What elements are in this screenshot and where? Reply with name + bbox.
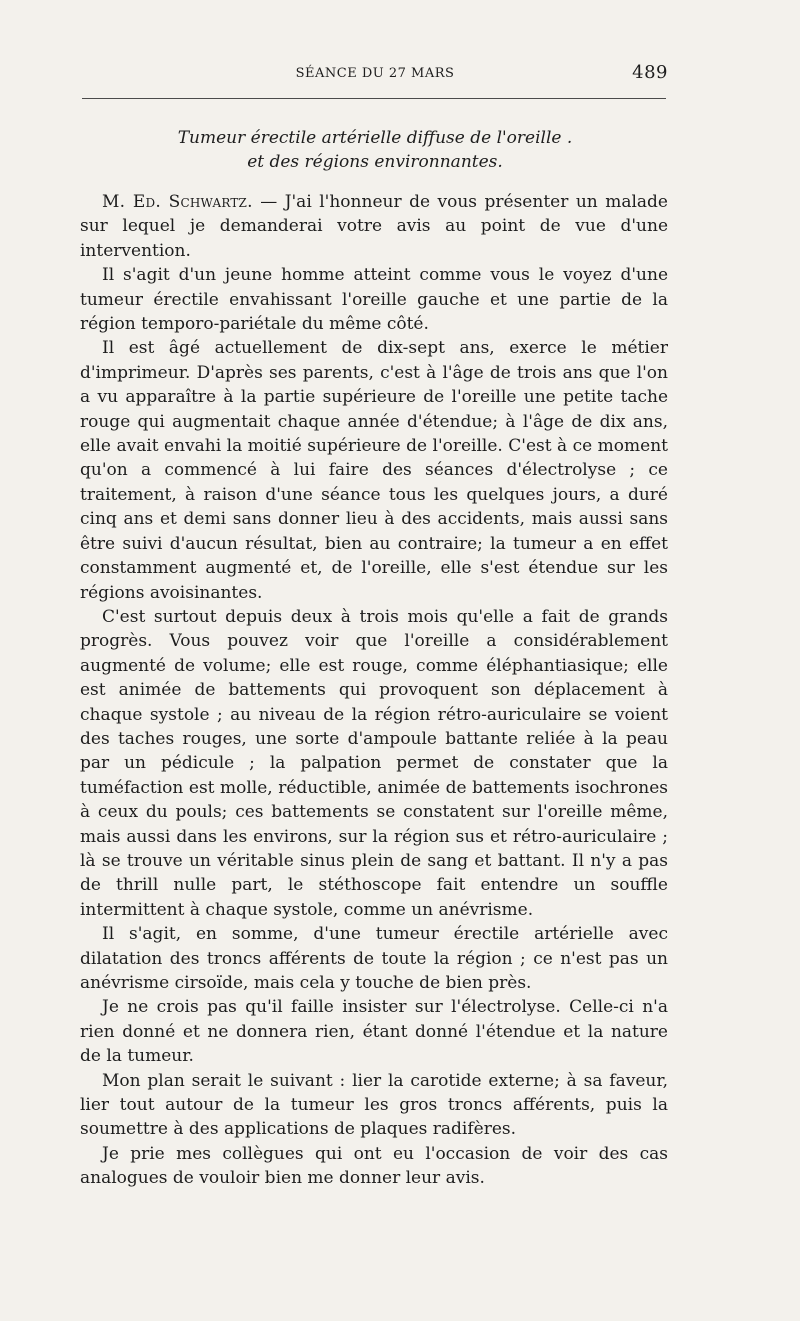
article-body xyxy=(80,190,668,1191)
paragraph-2: Il s'agit d'un jeune homme atteint comme vous le voyez d'une tumeur érectile envahissant l'oreille gauche et une partie de la région temporo-pariétale du même côté. xyxy=(80,265,668,335)
paragraph-7: Mon plan serait le suivant : lier la carotide externe; à sa faveur, lier tout autour de la tumeur les gros troncs afférents, puis la soumettre à des applications de plaques radifères. xyxy=(80,1070,668,1140)
article-title-line-2: et des régions environnantes. xyxy=(247,152,503,172)
running-head-text: SÉANCE DU 27 MARS xyxy=(295,65,455,81)
paragraph-8: Je prie mes collègues qui ont eu l'occasion de voir des cas analogues de vouloir bien me donner leur avis. xyxy=(80,1143,668,1189)
speaker-name: M. Ed. Schwartz. xyxy=(102,192,253,212)
header-rule xyxy=(82,98,666,99)
paragraph-5: Il s'agit, en somme, d'une tumeur érectile artérielle avec dilatation des troncs afférents de toute la région ; ce n'est pas un anévrisme cirsoïde, mais cela y touche de bien près. xyxy=(80,924,668,993)
running-head xyxy=(82,62,668,84)
article-title xyxy=(110,126,640,174)
paragraph-3: Il est âgé actuellement de dix-sept ans, exerce le métier d'imprimeur. D'après ses parents, c'est à l'âge de trois ans que l'on a vu apparaître à la partie supérieure de l'oreille une petite tache rouge qui augmentait chaque année d'étendue; à l'âge de dix ans, elle avait envahi la moitié supérieure de l'oreille. C'est à ce moment qu'on a commencé à lui faire des séances d'électrolyse ; ce traitement, à raison d'une séance tous les quelques jours, a duré cinq ans et demi sans donner lieu à des accidents, mais aussi sans être suivi d'aucun résultat, bien au contraire; la tumeur a en effet constamment augmenté et, de l'oreille, elle s'est étendue sur les régions avoisinantes. xyxy=(80,338,668,603)
paragraph-1-text: — J'ai l'honneur de vous présenter un malade sur lequel je demanderai votre avis au point de vue d'une intervention. xyxy=(80,192,668,261)
page-number: 489 xyxy=(632,62,668,83)
paragraph-4: C'est surtout depuis deux à trois mois qu'elle a fait de grands progrès. Vous pouvez voir que l'oreille a considérablement augmenté de volume; elle est rouge, comme éléphantiasique; elle est animée de battements qui provoquent son déplacement à chaque systole ; au niveau de la région rétro-auriculaire se voient des taches rouges, une sorte d'ampoule battante reliée à la peau par un pédicule ; la palpation permet de constater que la tuméfaction est molle, réductible, animée de battements isochrones à ceux du pouls; ces battements se constatent sur l'oreille même, mais aussi dans les environs, sur la région sus et rétro-auriculaire ; là se trouve un véritable sinus plein de sang et battant. Il n'y a pas de thrill nulle part, le stéthoscope fait entendre un souffle intermittent à chaque systole, comme un anévrisme. xyxy=(80,606,668,920)
paragraph-1 xyxy=(80,190,668,263)
article-title-line-1: Tumeur érectile artérielle diffuse de l'oreille . xyxy=(177,128,573,148)
paragraph-6: Je ne crois pas qu'il faille insister sur l'électrolyse. Celle-ci n'a rien donné et ne donnera rien, étant donné l'étendue et la nature de la tumeur. xyxy=(80,997,668,1067)
